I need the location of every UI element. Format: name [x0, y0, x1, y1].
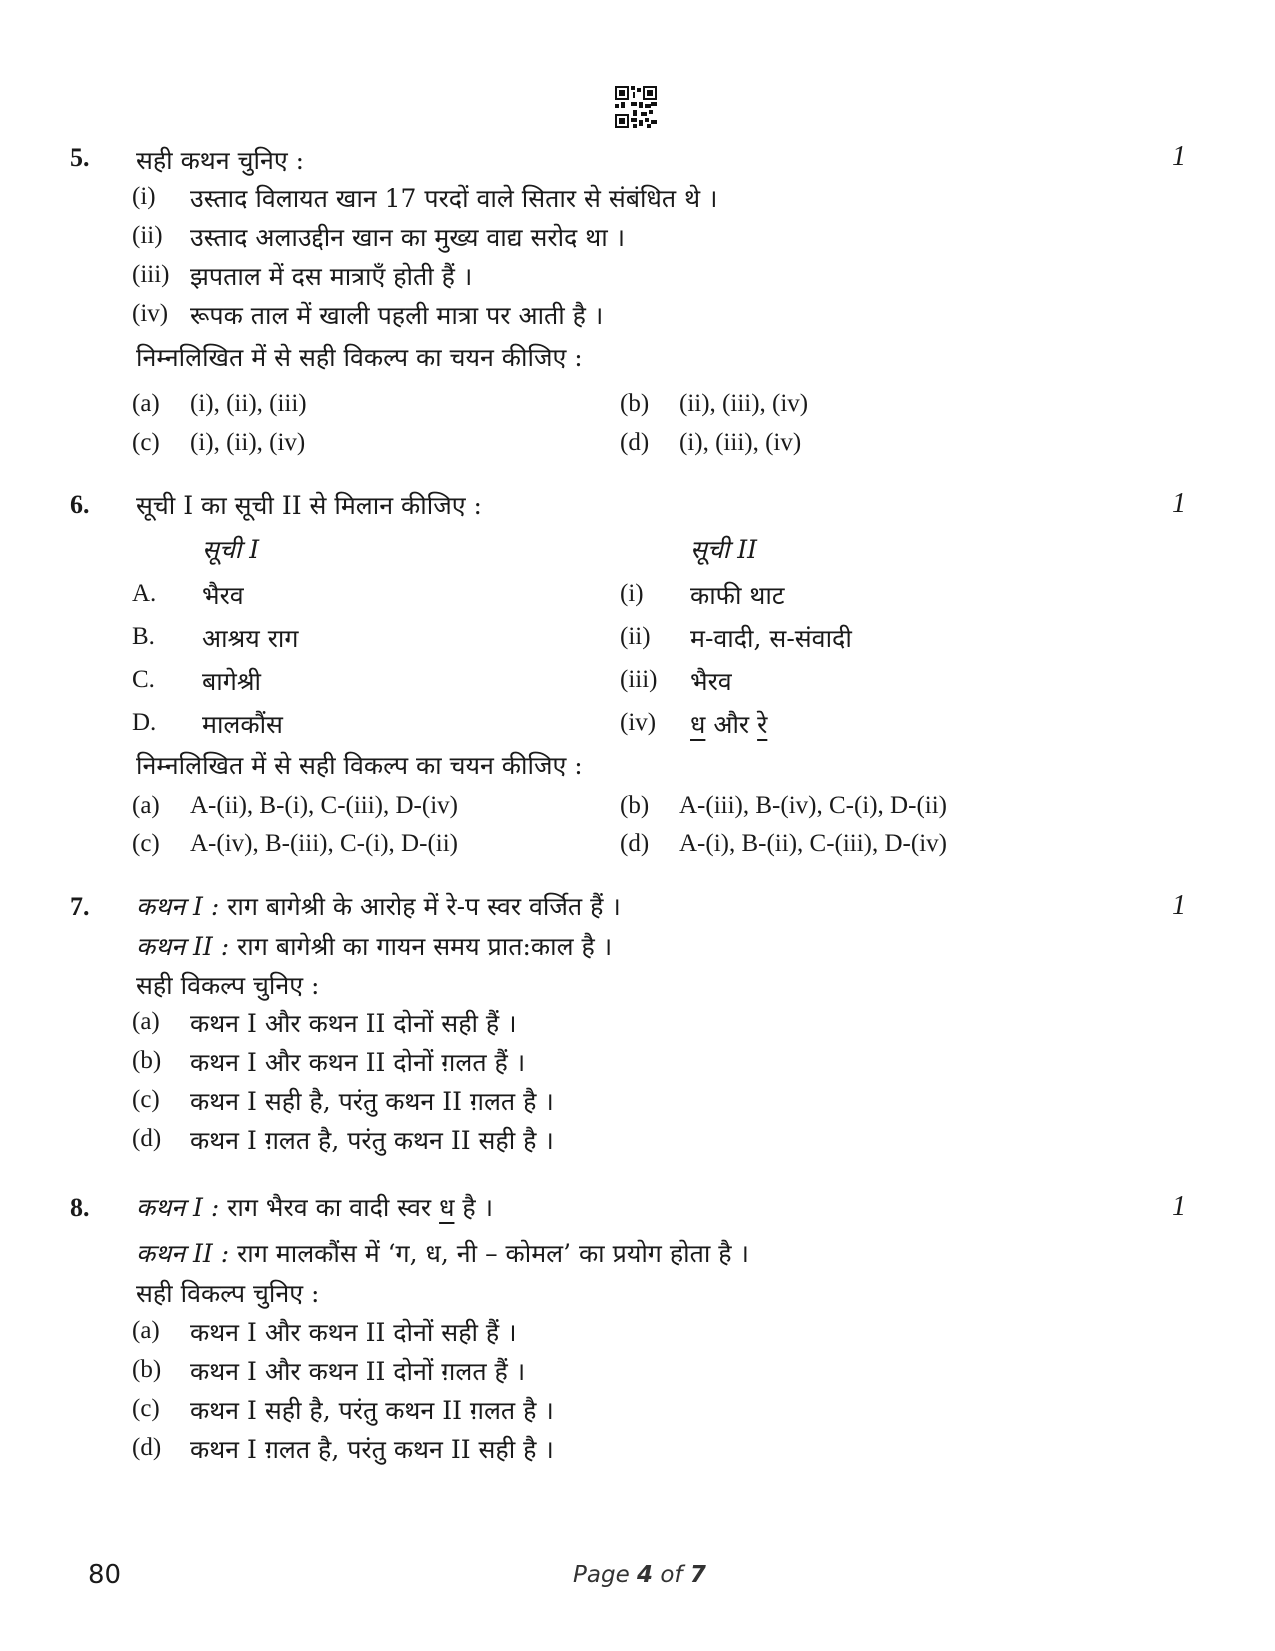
question-number: 6.: [70, 490, 90, 519]
option-label: (b): [620, 390, 650, 417]
page-total: 7: [689, 1562, 706, 1588]
list-1-label: C.: [132, 666, 155, 693]
option-label: (b): [132, 1356, 162, 1383]
question-marks: 1: [1172, 1191, 1186, 1222]
list-2-label: (ii): [620, 623, 651, 650]
page-of: of: [653, 1562, 690, 1588]
question-prompt: सही विकल्प चुनिए :: [136, 971, 320, 1000]
statement-1-label: कथन I :: [136, 1193, 220, 1222]
list-2-label: (iii): [620, 666, 658, 693]
question-prompt: सही कथन चुनिए :: [136, 146, 305, 175]
list-1-label: A.: [132, 580, 157, 607]
question-marks: 1: [1172, 488, 1186, 519]
option-label: (b): [132, 1047, 162, 1074]
list-1-item: भैरव: [202, 581, 244, 610]
option-text: कथन I ग़लत है, परंतु कथन II सही है ।: [190, 1126, 554, 1155]
list-1-heading: सूची I: [202, 535, 260, 564]
option-label: (c): [132, 830, 160, 857]
page-number: 4: [637, 1562, 654, 1588]
question-number: 8.: [70, 1193, 90, 1222]
option-label: (c): [132, 1395, 160, 1422]
option-label: (d): [132, 1125, 162, 1152]
question-prompt: सही विकल्प चुनिए :: [136, 1279, 320, 1308]
statement-label: (ii): [132, 222, 163, 249]
statement-text: उस्ताद विलायत खान 17 परदों वाले सितार से संबंधित थे ।: [190, 184, 718, 213]
list-2-item: [690, 707, 767, 741]
statement-label: (i): [132, 183, 156, 210]
option-text: कथन I और कथन II दोनों ग़लत हैं ।: [190, 1048, 526, 1077]
option-label: (c): [132, 429, 160, 456]
list-2-label: (iv): [620, 709, 657, 736]
option-text: कथन I ग़लत है, परंतु कथन II सही है ।: [190, 1435, 554, 1464]
option-label: (a): [132, 1008, 160, 1035]
option-text: (i), (ii), (iii): [190, 390, 307, 417]
conjunction-text: और: [705, 710, 758, 739]
list-2-item: म-वादी, स-संवादी: [690, 624, 852, 653]
statement-1: [136, 1190, 493, 1224]
option-text: कथन I और कथन II दोनों सही हैं ।: [190, 1009, 517, 1038]
question-marks: 1: [1172, 141, 1186, 172]
paper-code: 80: [88, 1560, 122, 1590]
question-number: 7.: [70, 892, 90, 921]
option-label: (d): [620, 429, 650, 456]
option-text: कथन I और कथन II दोनों सही हैं ।: [190, 1318, 517, 1347]
list-2-item: काफी थाट: [690, 581, 785, 610]
list-1-item: बागेश्री: [202, 667, 262, 696]
komal-swar-dha: ध: [439, 1193, 455, 1222]
list-2-label: (i): [620, 580, 644, 607]
option-text: (i), (ii), (iv): [190, 429, 306, 456]
question-marks: 1: [1172, 890, 1186, 921]
option-text: कथन I सही है, परंतु कथन II ग़लत है ।: [190, 1087, 554, 1116]
komal-swar-re: रे: [757, 710, 768, 739]
question-instruction: निम्नलिखित में से सही विकल्प का चयन कीजिए :: [136, 343, 583, 372]
option-label: (b): [620, 792, 650, 819]
statement-1: [136, 889, 621, 923]
option-text: A-(iv), B-(iii), C-(i), D-(ii): [190, 830, 458, 857]
option-label: (a): [132, 1317, 160, 1344]
list-1-label: B.: [132, 623, 155, 650]
option-label: (c): [132, 1086, 160, 1113]
statement-1-text: राग भैरव का वादी स्वर: [219, 1193, 440, 1222]
list-1-label: D.: [132, 709, 157, 736]
option-label: (a): [132, 792, 160, 819]
option-text: कथन I और कथन II दोनों ग़लत हैं ।: [190, 1357, 526, 1386]
statement-2-text: राग बागेश्री का गायन समय प्रात:काल है ।: [229, 932, 613, 961]
statement-2: [136, 929, 612, 963]
page-indicator: [573, 1562, 706, 1588]
statement-text: रूपक ताल में खाली पहली मात्रा पर आती है ।: [190, 301, 604, 330]
option-label: (d): [620, 830, 650, 857]
option-text: (ii), (iii), (iv): [679, 390, 809, 417]
option-text: A-(iii), B-(iv), C-(i), D-(ii): [679, 792, 947, 819]
page-prefix: Page: [573, 1562, 638, 1588]
statement-label: (iv): [132, 300, 169, 327]
list-1-item: मालकौंस: [202, 710, 283, 739]
question-number: 5.: [70, 143, 90, 172]
statement-2-label: कथन II :: [136, 1239, 230, 1268]
statement-1-label: कथन I :: [136, 892, 220, 921]
list-2-item: भैरव: [690, 667, 732, 696]
statement-2: [136, 1236, 749, 1270]
option-label: (d): [132, 1434, 162, 1461]
statement-label: (iii): [132, 261, 170, 288]
option-text: A-(i), B-(ii), C-(iii), D-(iv): [679, 830, 947, 857]
statement-1-text: राग बागेश्री के आरोह में रे-प स्वर वर्जित हैं ।: [219, 892, 621, 921]
option-text: (i), (iii), (iv): [679, 429, 802, 456]
question-instruction: निम्नलिखित में से सही विकल्प का चयन कीजिए :: [136, 751, 583, 780]
statement-2-text: राग मालकौंस में ‘ग, ध, नी – कोमल’ का प्रयोग होता है ।: [229, 1239, 749, 1268]
statement-2-label: कथन II :: [136, 932, 230, 961]
option-label: (a): [132, 390, 160, 417]
qr-code: [615, 86, 657, 128]
statement-1-end: है ।: [454, 1193, 494, 1222]
list-2-heading: सूची II: [690, 535, 757, 564]
komal-swar-dha: ध: [690, 710, 706, 739]
statement-text: झपताल में दस मात्राएँ होती हैं ।: [190, 262, 473, 291]
option-text: A-(ii), B-(i), C-(iii), D-(iv): [190, 792, 458, 819]
question-prompt: सूची I का सूची II से मिलान कीजिए :: [136, 491, 482, 520]
statement-text: उस्ताद अलाउद्दीन खान का मुख्य वाद्य सरोद था ।: [190, 223, 626, 252]
option-text: कथन I सही है, परंतु कथन II ग़लत है ।: [190, 1396, 554, 1425]
list-1-item: आश्रय राग: [202, 624, 299, 653]
